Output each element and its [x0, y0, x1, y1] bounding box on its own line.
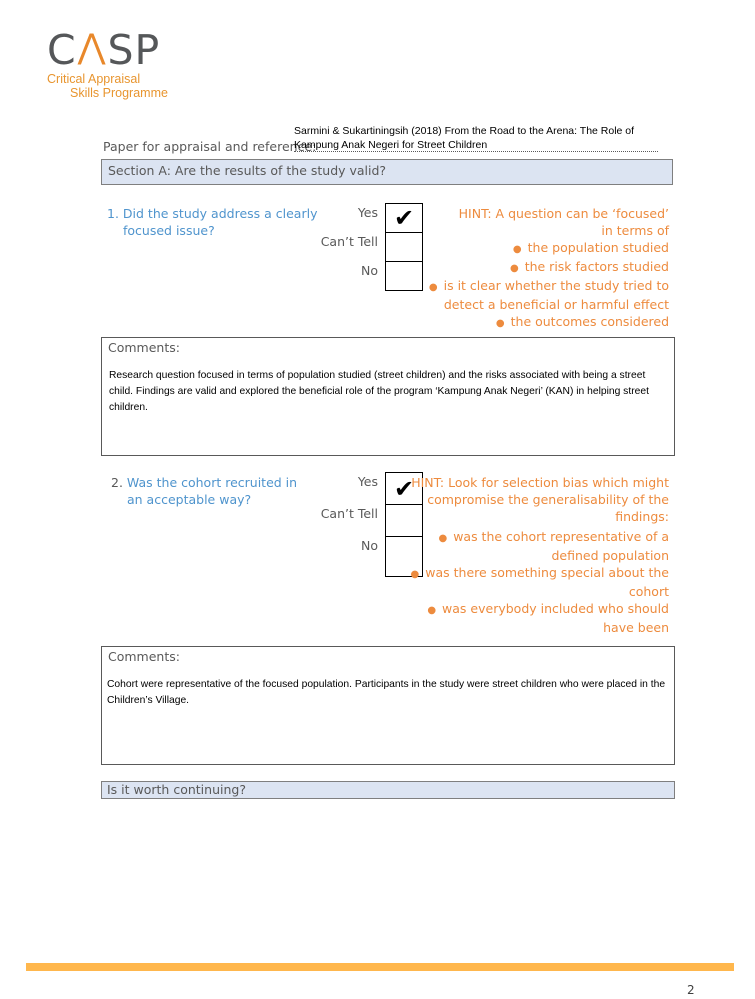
question-text-line1: Was the cohort recruited in — [126, 475, 298, 490]
hint-bullet: ● the risk factors studied — [429, 258, 669, 277]
question-text-line2: an acceptable way? — [127, 492, 252, 507]
continue-title: Is it worth continuing? — [107, 782, 246, 797]
bullet-icon: ● — [512, 244, 522, 255]
bullet-icon: ● — [410, 569, 420, 580]
bullet-icon: ● — [428, 282, 438, 293]
bullet-icon: ● — [438, 533, 448, 544]
hint-bullet: ● is it clear whether the study tried to — [429, 277, 669, 296]
hint-line: have been — [603, 620, 669, 635]
logo-caret-icon: ⋀ — [77, 27, 107, 67]
question-number: 2. — [111, 475, 123, 490]
hint-line: detect a beneficial or harmful effect — [443, 297, 669, 312]
checkmark-icon: ✔ — [393, 204, 415, 232]
checkbox-no[interactable] — [385, 261, 423, 291]
hint-bullet: ● was there something special about the — [411, 564, 669, 583]
comments-label: Comments: — [108, 340, 180, 355]
hint-bullet: ● was the cohort representative of a — [411, 528, 669, 547]
question-text-line1: Did the study address a clearly — [122, 206, 318, 221]
option-yes-label: Yes — [357, 474, 378, 489]
reference-text-line2[interactable]: Kampung Anak Negeri for Street Children — [294, 139, 488, 151]
checkbox-yes[interactable] — [385, 203, 423, 233]
comments-text[interactable]: Cohort were representative of the focused population. Participants in the study were street children who were placed in the Children’s Village. — [107, 679, 666, 706]
hint-line: in terms of — [601, 223, 669, 238]
bullet-icon: ● — [427, 605, 437, 616]
hint-bullet: ● the outcomes considered — [429, 313, 669, 332]
hint-line: findings: — [615, 509, 669, 524]
logo-subtitle-2: Skills Programme — [70, 86, 168, 100]
checkbox-cant-tell[interactable] — [385, 232, 423, 262]
option-cant-tell-label: Can’t Tell — [320, 234, 378, 249]
question-2 — [111, 474, 297, 508]
question-1 — [107, 205, 317, 239]
hint-line: HINT: A question can be ‘focused’ — [458, 206, 669, 221]
comments-box-q2[interactable] — [101, 646, 675, 765]
bullet-icon: ● — [509, 263, 519, 274]
footer-bar — [26, 963, 734, 971]
option-yes-label: Yes — [357, 205, 378, 220]
logo-letters-sp: SP — [107, 26, 161, 74]
casp-logo — [47, 26, 177, 100]
hint-line: cohort — [628, 584, 669, 599]
hint-q1 — [429, 205, 669, 332]
bullet-icon: ● — [495, 318, 505, 329]
comments-box-q1[interactable] — [101, 337, 675, 456]
reference-label: Paper for appraisal and reference: — [103, 139, 317, 154]
hint-line: compromise the generalisability of the — [427, 492, 669, 507]
hint-q2 — [411, 474, 669, 636]
hint-bullet: ● was everybody included who should — [411, 600, 669, 619]
logo-subtitle-1: Critical Appraisal — [47, 72, 141, 86]
option-no-label: No — [361, 263, 378, 278]
section-a-title: Section A: Are the results of the study valid? — [108, 163, 387, 178]
option-cant-tell-label: Can’t Tell — [320, 506, 378, 521]
question-number: 1. — [107, 206, 119, 221]
section-a-header — [101, 159, 673, 185]
hint-line: defined population — [551, 548, 669, 563]
page-number: 2 — [687, 983, 695, 997]
logo-letter-c: C — [47, 26, 77, 74]
reference-dotted-line — [294, 151, 658, 152]
checkmark-icon: ✔ — [393, 474, 415, 503]
continue-header — [101, 781, 675, 799]
question-text-line2: focused issue? — [123, 223, 215, 238]
comments-text[interactable]: Research question focused in terms of population studied (street children) and the risks associated with being a street child. Findings are valid and explored the beneficial role of the program ‘Kampung Anak Negeri’ (KAN) in helping street children. — [109, 370, 649, 413]
reference-text-line1[interactable]: Sarmini & Sukartiningsih (2018) From the Road to the Arena: The Role of — [294, 125, 635, 137]
hint-line: HINT: Look for selection bias which might — [411, 475, 669, 490]
comments-label: Comments: — [108, 649, 180, 664]
hint-bullet: ● the population studied — [429, 239, 669, 258]
logo-mark — [47, 26, 177, 74]
option-no-label: No — [361, 538, 378, 553]
